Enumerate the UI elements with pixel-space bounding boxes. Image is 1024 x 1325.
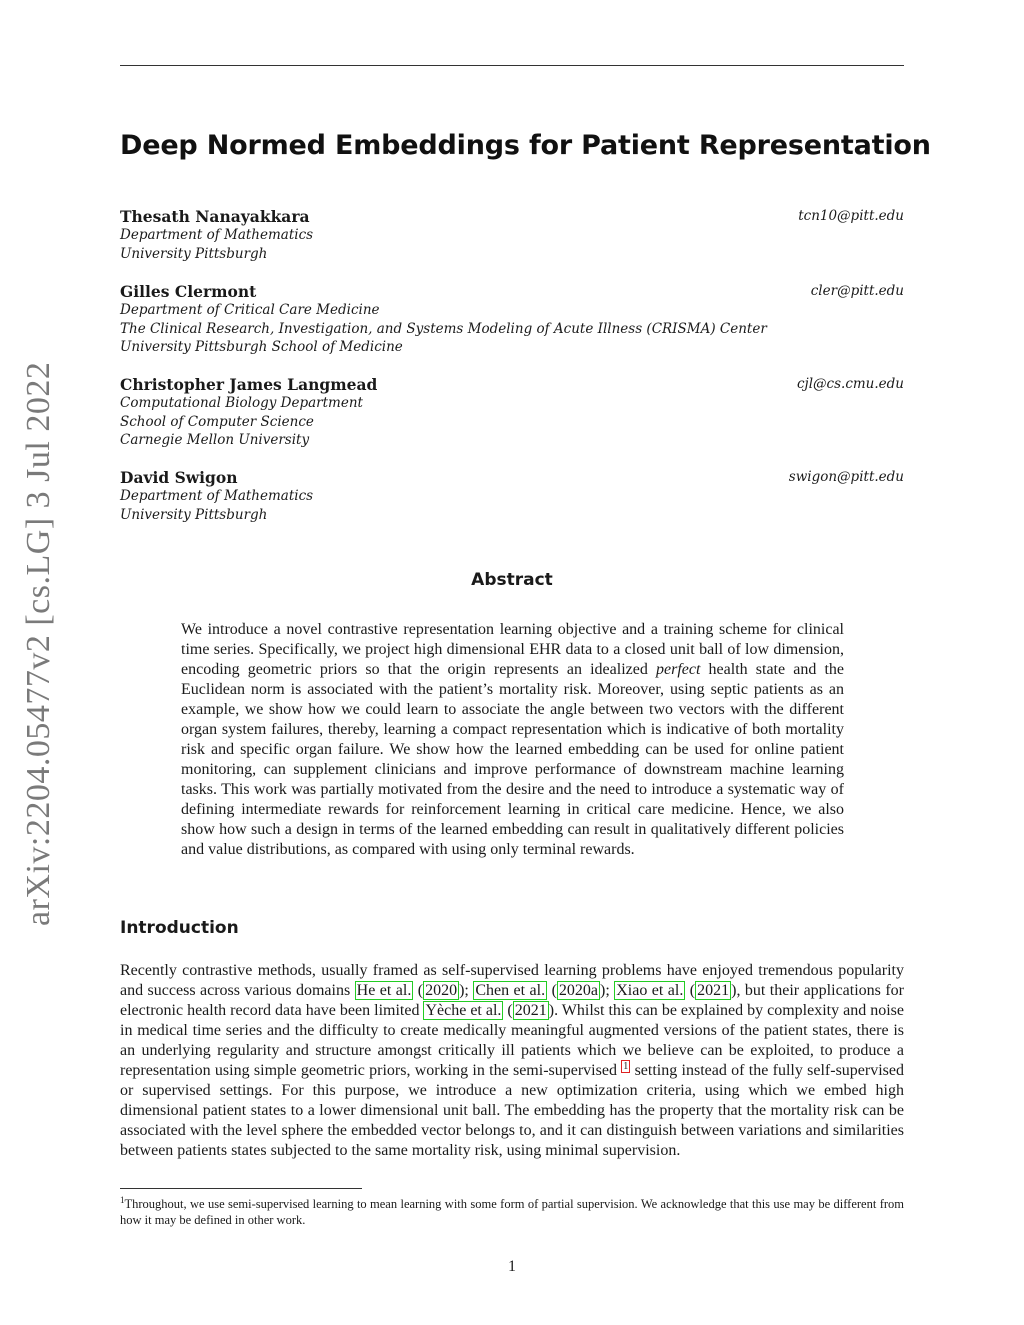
intro-text: . Whilst this can be explained by complexity and noise in medical time series and the difficulty to create medically meaningful augmented versions of the patient states, there is an underlying regularity and structure amongst critically ill patients which we believe can be exploited, to produce a representation using simple geometric priors, working in the semi-supervised [120,1002,905,1079]
author-email[interactable]: cler@pitt.edu [810,283,904,299]
abstract-text: We introduce a novel contrastive representation learning objective and a training scheme for clinical time series. Specifically, we project high dimensional EHR data to a closed unit ball of low dimension, encoding geometric priors so that the origin represents an idealized [181,621,844,678]
author-block [120,468,904,524]
author-block [120,282,904,357]
author-name: David Swigon [120,468,238,487]
introduction-heading: Introduction [120,918,239,938]
footnote [120,1192,904,1228]
abstract-text: health state and the Euclidean norm is associated with the patient’s mortality risk. Moreover, using septic patients as an example, we show how we could learn to associate the angle between two vectors with the different organ system failures, thereby, learning a compact representation which is indicative of both mortality risk and specific organ failure. We show how the learned embedding can be used for online patient monitoring, can supplement clinicians and improve performance of downstream machine learning tasks. This work was partially motivated from the desire and the need to introduce a systematic way of defining intermediate rewards for reinforcement learning in critical care medicine. Hence, we also show how such a design in terms of the learned embedding can result in qualitatively different policies and value distributions, as compared with using only terminal rewards. [181,661,845,858]
author-affiliation: Computational Biology Department [120,395,363,411]
abstract-emphasis: perfect [655,661,701,678]
citation-link[interactable]: Xiao et al. [616,982,684,999]
author-name: Christopher James Langmead [120,375,378,394]
author-name: Thesath Nanayakkara [120,207,310,226]
citation-year-link[interactable]: 2020a [558,982,598,999]
citation-link[interactable]: He et al. [356,982,412,999]
citation-separator: ; [464,982,469,999]
footnote-rule [120,1188,362,1189]
top-rule [120,65,904,66]
page-number: 1 [508,1258,516,1275]
author-affiliation: Department of Mathematics [120,488,314,504]
abstract-body [181,620,844,860]
paper-title: Deep Normed Embeddings for Patient Representation [120,130,931,161]
citation-link[interactable]: Yèche et al. [425,1002,502,1019]
footnote-text: Throughout, we use semi-supervised learning to mean learning with some form of partial supervision. We acknowledge that this use may be different from how it may be defined in other work. [120,1197,904,1228]
author-email[interactable]: tcn10@pitt.edu [798,208,904,224]
footnote-reference-link[interactable]: 1 [623,1060,629,1072]
author-name: Gilles Clermont [120,282,257,301]
author-affiliation: Carnegie Mellon University [120,432,310,448]
citation-year-link[interactable]: 2020 [425,982,458,999]
citation-separator: ; [605,982,610,999]
author-email[interactable]: cjl@cs.cmu.edu [796,376,904,392]
intro-text: setting instead of the fully self-supervised or supervised settings. For this purpose, we introduce a new optimization criteria, using which we embed high dimensional patient states to a lower dimensional unit ball. The embedding has the property that the mortality risk can be associated with the level sphere the embedded vector belongs to, and it can distinguish between variations and similarities between patients states subjected to the same mortality risk, using minimal supervision. [120,1062,905,1159]
intro-text: , but their applications for electronic health record data have been limited [120,982,904,1019]
author-block [120,207,904,263]
author-block [120,375,904,450]
footnote-mark: 1 [120,1195,125,1205]
citation-year-link[interactable]: 2021 [514,1002,547,1019]
author-affiliation: The Clinical Research, Investigation, and Systems Modeling of Acute Illness (CRISMA) Center [120,320,767,337]
citation-link[interactable]: Chen et al. [475,982,546,999]
author-affiliation: School of Computer Science [120,413,314,430]
author-affiliation: University Pittsburgh [120,245,268,262]
abstract-heading: Abstract [471,570,553,590]
citation-year-link[interactable]: 2021 [697,982,730,999]
intro-text: Recently contrastive methods, usually framed as self-supervised learning problems have enjoyed tremendous popularity and success across various domains [120,962,904,999]
author-affiliation: Department of Mathematics [120,227,314,243]
author-email[interactable]: swigon@pitt.edu [788,469,904,485]
author-affiliation: Department of Critical Care Medicine [120,302,380,318]
author-affiliation: University Pittsburgh [120,506,268,523]
introduction-body: Recently contrastive methods, usually framed as self-supervised learning problems have enjoyed tremendous popularity and success across various domains He et al. ( 2020 ); Chen et al. ( 2020a ); Xiao et al. ( 2021 ), but their applications for electronic health record data have been limited Yèche et al. ( 2021 ). Whilst this can be explained by complexity and noise in medical time series and the difficulty to create medically meaningful augmented versions of the patient states, there is an underlying regularity and structure amongst critically ill patients which we believe can be exploited, to produce a representation using simple geometric priors, working in the semi-supervised $^1$ setting instead of the fully self-supervised or supervised settings. For this purpose, we introduce a new optimization criteria, using which we embed high dimensional patient states to a lower dimensional unit ball. The embedding has the property that the mortality risk can be associated with the level sphere the embedded vector belongs to, and it can distinguish between variations and similarities between patients states subjected to the same mortality risk, using minimal supervision. [120,962,905,1159]
arxiv-identifier: arXiv:2204.05477v2 [cs.LG] 3 Jul 2022 [20,361,57,926]
author-affiliation: University Pittsburgh School of Medicine [120,339,403,355]
